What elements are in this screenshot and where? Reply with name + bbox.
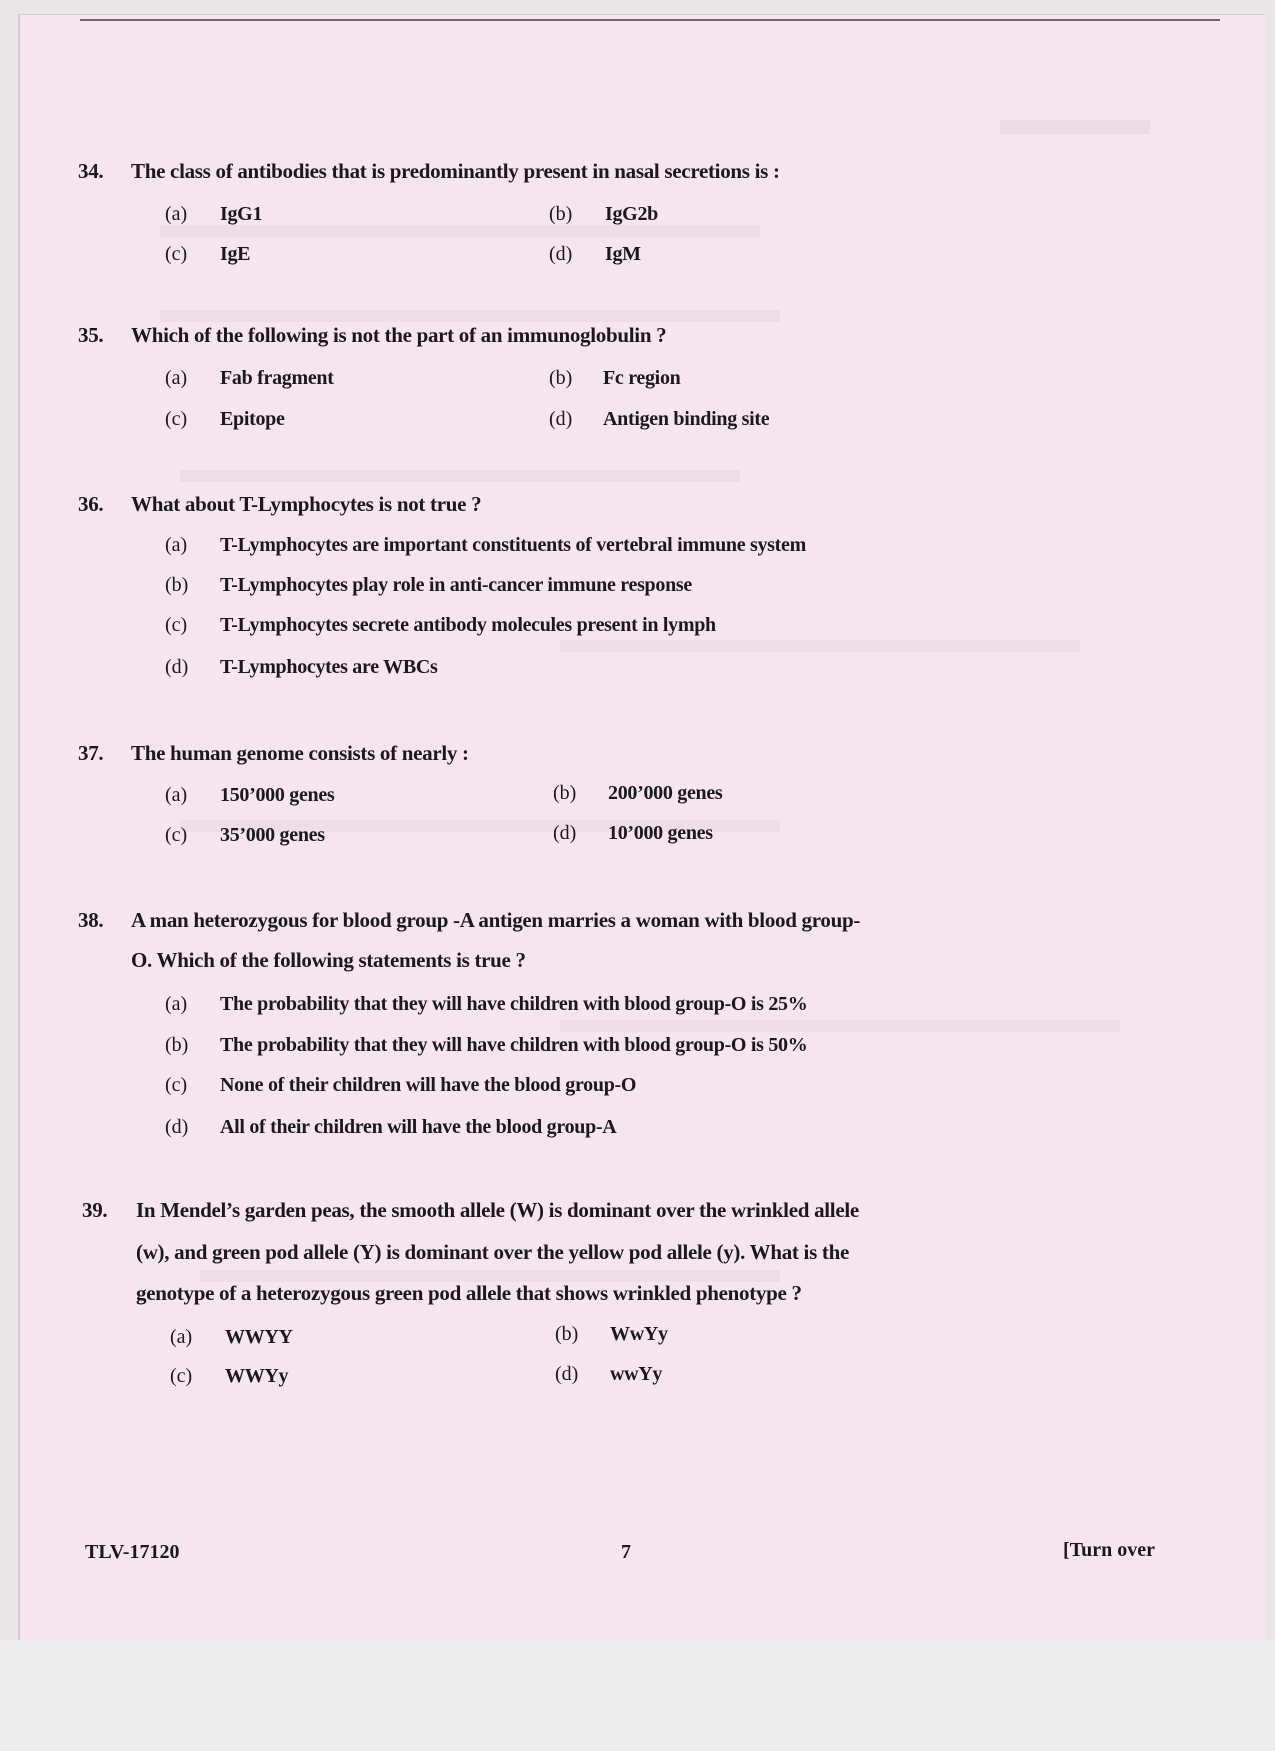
- option-text: 35’000 genes: [220, 824, 325, 846]
- turn-over-note: [Turn over: [1063, 1539, 1156, 1561]
- option-label: (a): [165, 367, 188, 389]
- question-number: 34.: [78, 159, 104, 183]
- option-label: (c): [165, 1074, 188, 1096]
- booklet-code: TLV-17120: [85, 1541, 180, 1563]
- option-label: (a): [165, 784, 188, 806]
- question-number: 37.: [78, 741, 104, 765]
- option-label: (a): [165, 993, 188, 1015]
- option-label: (b): [555, 1323, 579, 1345]
- question-number: 38.: [78, 908, 104, 932]
- page-number: 7: [621, 1541, 631, 1563]
- option-text: wwYy: [610, 1363, 663, 1385]
- question-number: 39.: [82, 1198, 108, 1222]
- question-text: The human genome consists of nearly :: [131, 741, 469, 765]
- option-text: IgM: [605, 243, 641, 265]
- option-text: None of their children will have the blood group-O: [220, 1074, 637, 1096]
- option-label: (a): [165, 203, 188, 225]
- question-text: What about T-Lymphocytes is not true ?: [131, 492, 482, 516]
- option-label: (d): [549, 243, 573, 265]
- option-label: (c): [165, 408, 188, 430]
- option-text: T-Lymphocytes are important constituents of vertebral immune system: [220, 534, 806, 556]
- option-text: All of their children will have the blood group-A: [220, 1116, 617, 1138]
- question-number: 35.: [78, 323, 104, 347]
- question-text: The class of antibodies that is predominantly present in nasal secretions is :: [131, 159, 780, 183]
- option-text: IgE: [220, 243, 251, 265]
- option-label: (c): [165, 243, 188, 265]
- option-label: (a): [170, 1326, 193, 1348]
- option-label: (b): [549, 367, 573, 389]
- option-text: 10’000 genes: [608, 822, 713, 844]
- question-text-line-3: genotype of a heterozygous green pod allele that shows wrinkled phenotype ?: [136, 1281, 802, 1305]
- question-text-line-2: O. Which of the following statements is true ?: [131, 948, 526, 972]
- option-label: (c): [165, 614, 188, 636]
- option-text: T-Lymphocytes secrete antibody molecules present in lymph: [220, 614, 716, 636]
- option-text: T-Lymphocytes play role in anti-cancer immune response: [220, 574, 692, 596]
- option-text: 200’000 genes: [608, 782, 723, 804]
- option-text: IgG2b: [605, 203, 658, 225]
- option-label: (c): [165, 824, 188, 846]
- option-text: WwYy: [610, 1323, 668, 1345]
- option-text: T-Lymphocytes are WBCs: [220, 656, 438, 678]
- option-label: (d): [549, 408, 573, 430]
- option-text: WWYy: [225, 1365, 289, 1387]
- option-label: (d): [553, 822, 577, 844]
- option-text: Fab fragment: [220, 367, 334, 389]
- question-text: A man heterozygous for blood group -A antigen marries a woman with blood group-: [131, 908, 861, 932]
- option-text: Fc region: [603, 367, 681, 389]
- option-text: IgG1: [220, 203, 263, 225]
- option-label: (d): [165, 656, 189, 678]
- option-text: Epitope: [220, 408, 285, 430]
- question-text: Which of the following is not the part of an immunoglobulin ?: [131, 323, 667, 347]
- top-rule: [80, 19, 1220, 21]
- option-text: The probability that they will have children with blood group-O is 50%: [220, 1034, 808, 1056]
- option-label: (c): [170, 1365, 193, 1387]
- question-text-line-2: (w), and green pod allele (Y) is dominant over the yellow pod allele (y). What is the: [136, 1240, 849, 1264]
- option-text: Antigen binding site: [603, 408, 770, 430]
- option-label: (b): [553, 782, 577, 804]
- option-text: The probability that they will have children with blood group-O is 25%: [220, 993, 808, 1015]
- option-label: (b): [165, 1034, 189, 1056]
- option-label: (d): [555, 1363, 579, 1385]
- scan-bottom-strip: [0, 1640, 1275, 1751]
- option-text: 150’000 genes: [220, 784, 335, 806]
- question-number: 36.: [78, 492, 104, 516]
- option-label: (a): [165, 534, 188, 556]
- option-label: (d): [165, 1116, 189, 1138]
- option-label: (b): [549, 203, 573, 225]
- option-label: (b): [165, 574, 189, 596]
- exam-page: [18, 14, 1265, 1730]
- option-text: WWYY: [225, 1326, 293, 1348]
- question-text: In Mendel’s garden peas, the smooth allele (W) is dominant over the wrinkled allele: [136, 1198, 859, 1222]
